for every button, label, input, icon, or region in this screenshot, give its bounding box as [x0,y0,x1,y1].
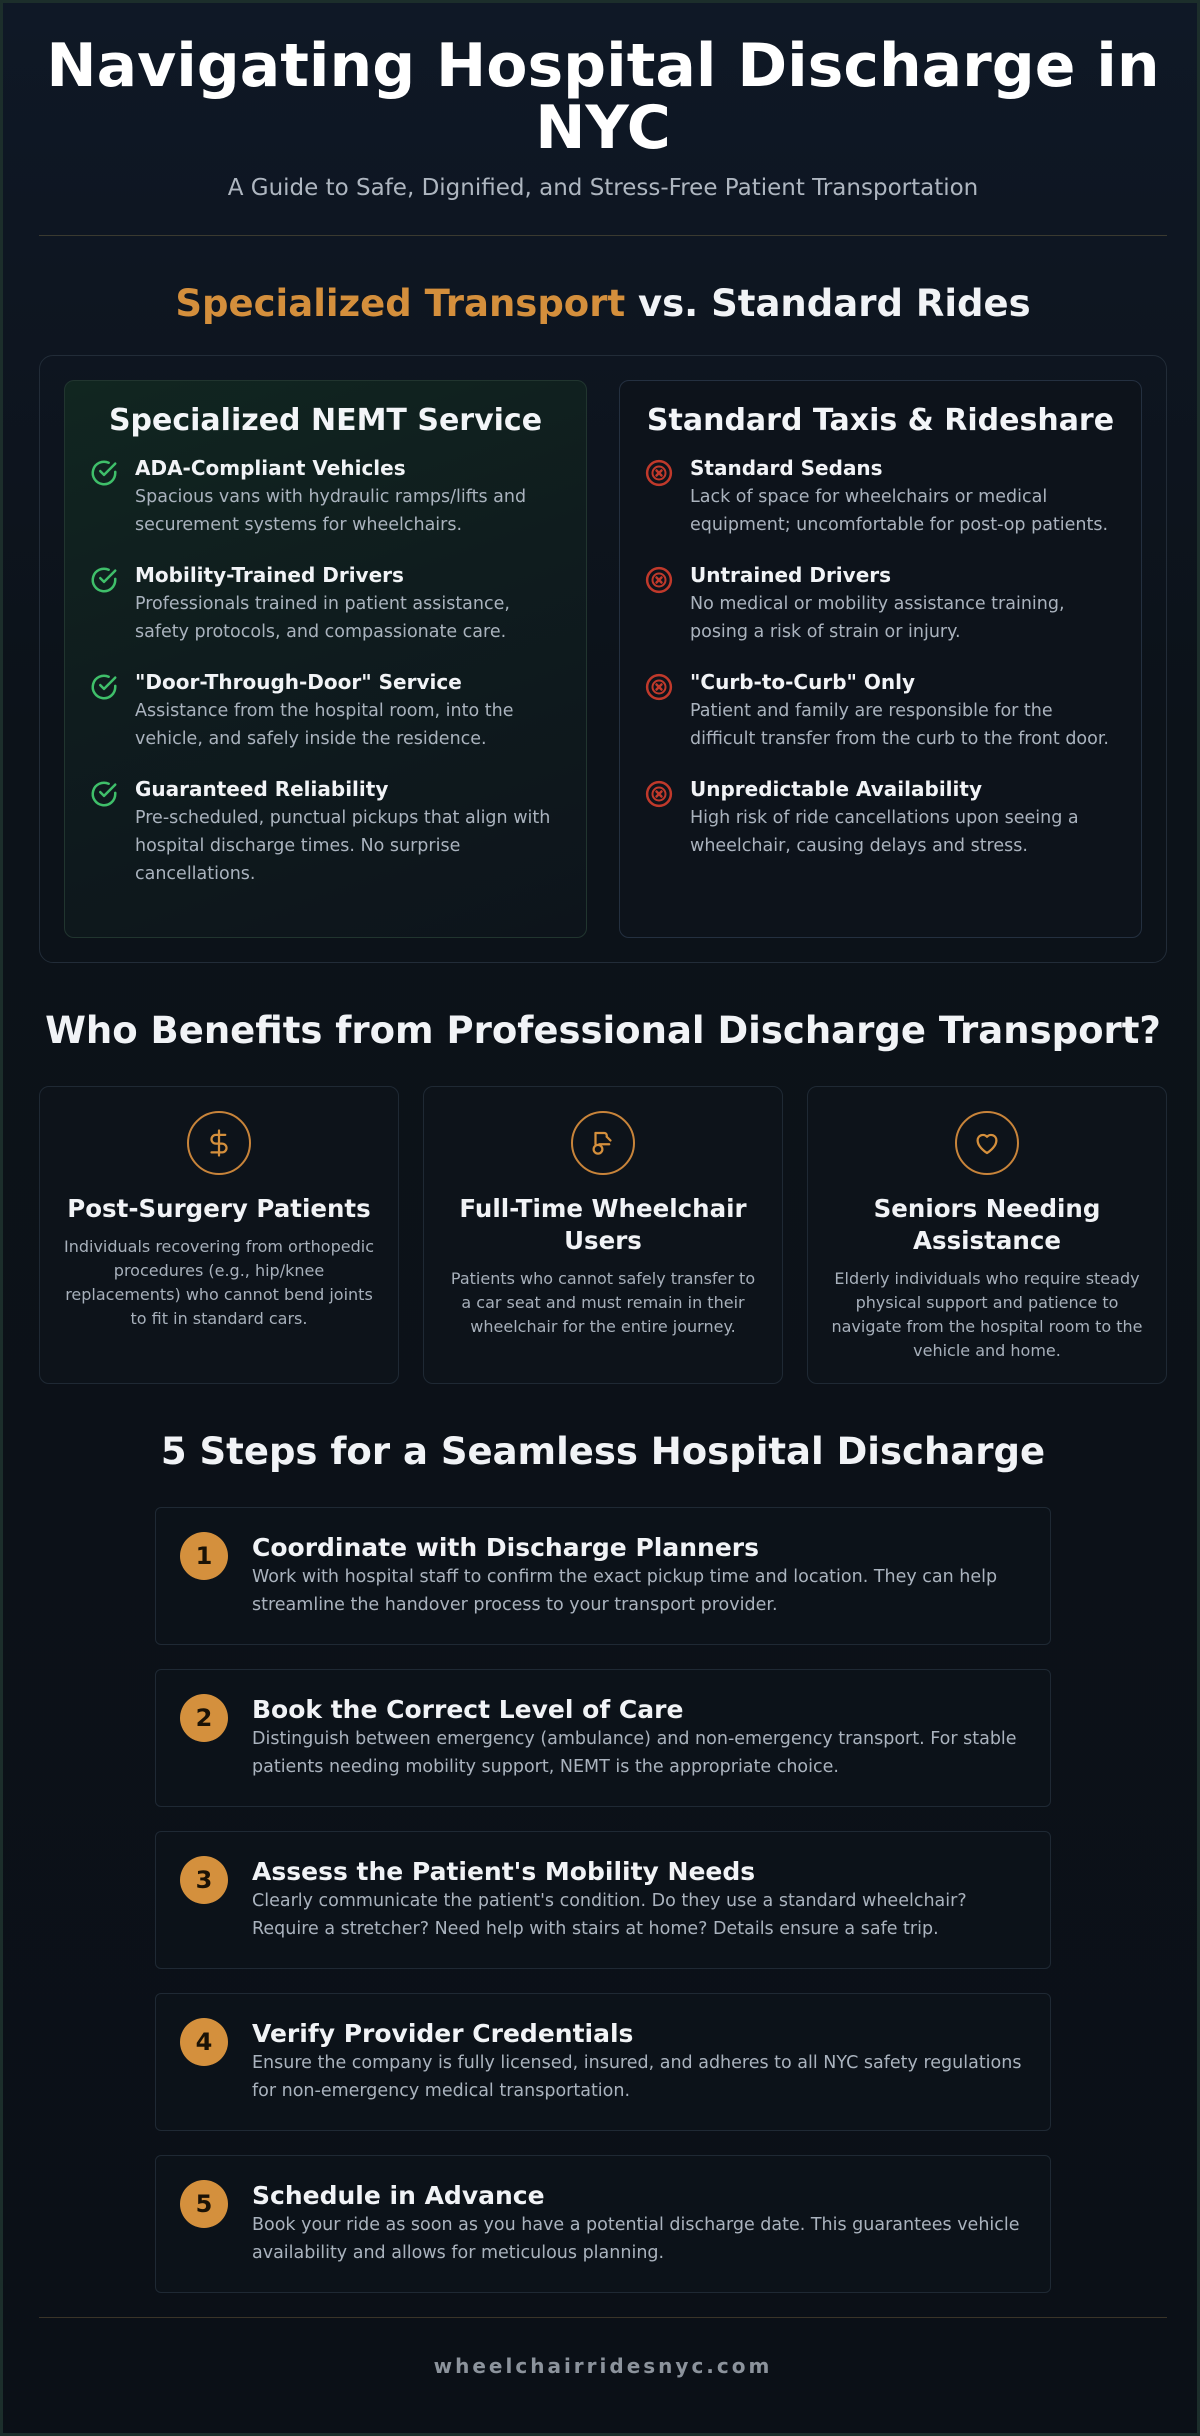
standard-item [644,670,1117,753]
x-circle-icon [644,565,674,595]
step-desc: Book your ride as soon as you have a potential discharge date. This guarantees vehicle availability and allows for meticulous planning. [252,2215,1020,2263]
standard-item-desc: Lack of space for wheelchairs or medical equipment; uncomfortable for post-op patients. [690,487,1109,535]
step-card [155,1831,1051,1969]
benefit-desc: Individuals recovering from orthopedic procedures (e.g., hip/knee replacements) who cannot bend joints to fit in standard cars. [63,1237,374,1328]
step-text [252,2018,1026,2130]
comparison-section [39,282,1167,963]
comparison-panel [39,355,1167,963]
standard-item-desc: No medical or mobility assistance training, posing a risk of strain or injury. [690,594,1065,642]
comparison-title-rest: vs. Standard Rides [625,282,1031,325]
steps-title: 5 Steps for a Seamless Hospital Discharge [160,1430,1046,1473]
standard-item-title: "Curb-to-Curb" Only [690,670,916,694]
infographic [39,3,1167,2378]
benefit-desc: Patients who cannot safely transfer to a car seat and must remain in their wheelchair for the entire journey. [450,1269,756,1336]
specialized-list [89,456,562,888]
x-circle-icon [644,672,674,702]
step-card [155,1669,1051,1807]
accessibility-icon [571,1111,635,1175]
steps-list [155,1507,1051,2293]
heart-icon [955,1111,1019,1175]
step-text [252,1856,1026,1968]
step-number-badge: 4 [180,2018,228,2066]
step-title: Verify Provider Credentials [252,2019,634,2048]
specialized-item [89,670,562,753]
standard-item-title: Standard Sedans [690,456,883,480]
benefit-cards [39,1086,1167,1384]
step-card [155,1507,1051,1645]
comparison-title-accent: Specialized Transport [175,282,626,325]
benefits-title: Who Benefits from Professional Discharge Transport? [45,1009,1161,1052]
standard-heading: Standard Taxis & Rideshare [646,403,1115,438]
x-circle-icon [644,458,674,488]
step-number-badge: 3 [180,1856,228,1904]
standard-list [644,456,1117,860]
specialized-item-title: Mobility-Trained Drivers [135,563,404,587]
comparison-title [39,282,1167,325]
specialized-item-desc: Pre-scheduled, punctual pickups that align with hospital discharge times. No surprise cancellations. [135,808,551,884]
check-circle-icon [89,565,119,595]
page-title: Navigating Hospital Discharge in NYC [46,31,1160,163]
standard-column [619,380,1142,938]
specialized-item-desc: Assistance from the hospital room, into the vehicle, and safely inside the residence. [135,701,514,749]
standard-item-desc: High risk of ride cancellations upon seeing a wheelchair, causing delays and stress. [690,808,1079,856]
step-number-badge: 2 [180,1694,228,1742]
step-desc: Ensure the company is fully licensed, insured, and adheres to all NYC safety regulations for non-emergency medical transportation. [252,2053,1022,2101]
footer-site: wheelchairridesnyc.com [433,2354,773,2378]
step-title: Coordinate with Discharge Planners [252,1533,759,1562]
divider [39,235,1167,236]
specialized-item [89,777,562,888]
standard-item [644,563,1117,646]
step-number-badge: 5 [180,2180,228,2228]
step-desc: Clearly communicate the patient's condition. Do they use a standard wheelchair? Require a stretcher? Need help with stairs at home? Details ensure a safe trip. [252,1891,967,1939]
standard-item [644,777,1117,860]
benefit-title: Seniors Needing Assistance [873,1194,1101,1255]
specialized-item-desc: Spacious vans with hydraulic ramps/lifts and securement systems for wheelchairs. [135,487,527,535]
benefits-section [39,1009,1167,1384]
benefit-title: Full-Time Wheelchair Users [459,1194,747,1255]
benefit-card-seniors [807,1086,1167,1384]
step-text [252,2180,1026,2292]
benefit-card-post-surgery [39,1086,399,1384]
standard-item-title: Unpredictable Availability [690,777,982,801]
hero [39,3,1167,201]
step-text [252,1694,1026,1806]
standard-item-desc: Patient and family are responsible for the difficult transfer from the curb to the front door. [690,701,1109,749]
check-circle-icon [89,458,119,488]
step-title: Assess the Patient's Mobility Needs [252,1857,756,1886]
specialized-column [64,380,587,938]
specialized-item [89,563,562,646]
standard-item [644,456,1117,539]
specialized-item-desc: Professionals trained in patient assistance, safety protocols, and compassionate care. [135,594,510,642]
benefit-desc: Elderly individuals who require steady physical support and patience to navigate from the hospital room to the vehicle and home. [831,1269,1143,1360]
benefit-card-wheelchair-users [423,1086,783,1384]
step-title: Book the Correct Level of Care [252,1695,684,1724]
specialized-heading: Specialized NEMT Service [108,403,543,438]
x-circle-icon [644,779,674,809]
check-circle-icon [89,779,119,809]
step-title: Schedule in Advance [252,2181,545,2210]
benefit-title: Post-Surgery Patients [67,1194,371,1223]
step-desc: Distinguish between emergency (ambulance) and non-emergency transport. For stable patients needing mobility support, NEMT is the appropriate choice. [252,1729,1017,1777]
step-text [252,1532,1026,1644]
specialized-item-title: ADA-Compliant Vehicles [135,456,406,480]
dollar-icon [187,1111,251,1175]
step-number-badge: 1 [180,1532,228,1580]
specialized-item [89,456,562,539]
specialized-item-title: Guaranteed Reliability [135,777,389,801]
footer-divider [39,2317,1167,2318]
step-desc: Work with hospital staff to confirm the exact pickup time and location. They can help streamline the handover process to your transport provider. [252,1567,998,1615]
specialized-item-title: "Door-Through-Door" Service [135,670,462,694]
check-circle-icon [89,672,119,702]
step-card [155,1993,1051,2131]
steps-section [39,1430,1167,2293]
standard-item-title: Untrained Drivers [690,563,892,587]
step-card [155,2155,1051,2293]
page-subtitle: A Guide to Safe, Dignified, and Stress-Free Patient Transportation [227,175,979,201]
